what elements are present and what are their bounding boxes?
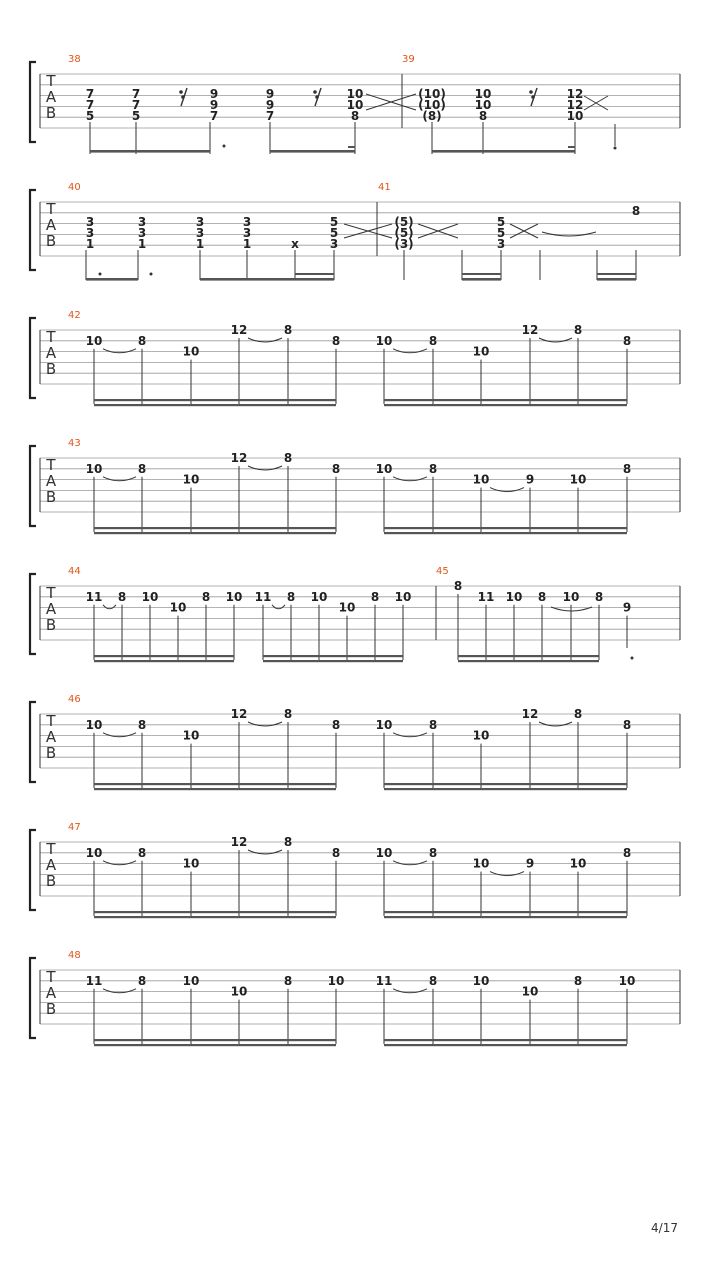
fret-number: 11 (375, 973, 393, 988)
rest-dot (179, 90, 183, 94)
fret-number: 8 (331, 333, 341, 348)
fret-number: 8 (283, 835, 293, 849)
beam-secondary (384, 916, 627, 918)
fret-number: 9 (209, 98, 219, 112)
tab-clef-letter: B (45, 488, 57, 506)
beam-secondary (94, 532, 336, 534)
fret-number: 3 (85, 215, 95, 229)
measure-number: 48 (68, 950, 81, 961)
tab-clef-letter: T (46, 584, 56, 602)
fret-number: 7 (209, 109, 219, 123)
fret-number: 8 (283, 451, 293, 465)
beam (432, 150, 575, 153)
fret-number: 1 (195, 237, 205, 251)
fret-number: 8 (370, 589, 380, 604)
beam (270, 150, 355, 153)
fret-number: 3 (242, 226, 252, 240)
fret-number: 8 (350, 109, 360, 123)
fret-number: 9 (265, 98, 275, 112)
fret-number: 10 (310, 589, 328, 604)
tab-clef-letter: B (45, 872, 57, 890)
beam-secondary (94, 1044, 336, 1046)
fret-number: 3 (195, 215, 205, 229)
beam (384, 1039, 627, 1041)
beam-secondary (462, 273, 501, 275)
fret-number: 12 (566, 87, 584, 101)
beam (384, 783, 627, 785)
fret-number: 8 (594, 589, 604, 604)
fret-number: 10 (521, 984, 539, 999)
fret-number: 12 (230, 323, 248, 337)
fret-number: 12 (230, 835, 248, 849)
fret-number: 10 (472, 973, 490, 988)
slur-tie (248, 850, 282, 854)
fret-number: 10 (169, 600, 187, 615)
fret-number: 10 (394, 589, 412, 604)
fret-number: 3 (242, 215, 252, 229)
fret-number: 10 (569, 472, 587, 487)
fret-number: 8 (573, 323, 583, 337)
measure-number: 39 (402, 54, 415, 65)
fret-number: 8 (283, 323, 293, 337)
slur-tie (490, 872, 524, 876)
fret-number: 10 (472, 856, 490, 871)
chord-tie (510, 224, 538, 238)
beam (94, 783, 336, 785)
tab-clef-letter: T (46, 328, 56, 346)
beam (94, 399, 336, 401)
fret-number: 8 (137, 845, 147, 860)
dead-note: x (291, 237, 299, 251)
fret-number: 10 (375, 461, 393, 476)
fret-number: 3 (137, 215, 147, 229)
fret-number: 10 (85, 717, 103, 732)
fret-number: 8 (428, 461, 438, 476)
fret-number: 9 (622, 600, 632, 615)
fret-number: 8 (478, 109, 488, 123)
fret-number: 10 (182, 856, 200, 871)
duration-dot (614, 147, 617, 150)
fret-number: 8 (201, 589, 211, 604)
chord-tie (344, 224, 392, 238)
fret-number: 1 (137, 237, 147, 251)
staff-bracket (30, 190, 36, 270)
fret-number: 10 (141, 589, 159, 604)
fret-number: 8 (537, 589, 547, 604)
fret-number: 10 (85, 845, 103, 860)
staff-bracket (30, 574, 36, 654)
beam (458, 655, 599, 657)
fret-number: 7 (131, 98, 141, 112)
measure-number: 42 (68, 310, 81, 321)
fret-number: 11 (85, 589, 103, 604)
fret-number: 12 (566, 98, 584, 112)
beam-partial (348, 146, 355, 148)
fret-number: 1 (85, 237, 95, 251)
beam (384, 911, 627, 913)
slur-tie (393, 477, 427, 481)
slur-tie (103, 605, 116, 609)
fret-number: 9 (525, 472, 535, 487)
tab-clef-letter: A (45, 600, 57, 618)
beam-secondary (94, 788, 336, 790)
tab-clef-letter: T (46, 968, 56, 986)
fret-number: 8 (283, 973, 293, 988)
fret-number: 9 (209, 87, 219, 101)
fret-number: 8 (137, 973, 147, 988)
fret-number: 8 (622, 717, 632, 732)
fret-number: 10 (338, 600, 356, 615)
measure-number: 47 (68, 822, 81, 833)
slur-tie (393, 733, 427, 737)
fret-number: 5 (496, 226, 506, 240)
fret-number: 7 (265, 109, 275, 123)
staff-bracket (30, 446, 36, 526)
slur-tie (248, 338, 282, 342)
fret-number: 8 (286, 589, 296, 604)
rest-dot2 (531, 95, 535, 99)
rest-dot2 (181, 95, 185, 99)
fret-number: 10 (85, 461, 103, 476)
fret-number: 10 (182, 973, 200, 988)
tab-clef-letter: B (45, 104, 57, 122)
fret-number: 12 (230, 707, 248, 721)
fret-number: 7 (85, 87, 95, 101)
fret-number: (8) (422, 109, 442, 123)
slur-tie (393, 989, 427, 993)
fret-number: 10 (346, 87, 364, 101)
fret-number: 3 (85, 226, 95, 240)
beam (384, 399, 627, 401)
beam-partial (568, 146, 575, 148)
duration-dot (223, 145, 226, 148)
fret-number: 8 (622, 461, 632, 476)
chord-tie (584, 96, 608, 110)
staff-bracket (30, 62, 36, 142)
beam (86, 278, 138, 281)
fret-number: 8 (453, 579, 463, 593)
tab-clef-letter: A (45, 472, 57, 490)
rest-dot (313, 90, 317, 94)
fret-number: (5) (394, 226, 414, 240)
slur-tie (103, 349, 136, 353)
fret-number: 3 (137, 226, 147, 240)
fret-number: 5 (329, 226, 339, 240)
fret-number: 10 (225, 589, 243, 604)
tab-clef-letter: A (45, 216, 57, 234)
fret-number: 10 (182, 472, 200, 487)
fret-number: 10 (230, 984, 248, 999)
fret-number: (10) (418, 98, 446, 112)
fret-number: 10 (327, 973, 345, 988)
measure-number: 40 (68, 182, 81, 193)
slur-tie (103, 477, 136, 481)
fret-number: 8 (117, 589, 127, 604)
fret-number: 10 (375, 333, 393, 348)
fret-number: 11 (254, 589, 272, 604)
measure-number: 45 (436, 566, 449, 577)
fret-number: 10 (346, 98, 364, 112)
chord-tie (418, 224, 458, 238)
fret-number: 10 (375, 845, 393, 860)
duration-dot (99, 273, 102, 276)
fret-number: 5 (85, 109, 95, 123)
tab-clef-letter: A (45, 856, 57, 874)
tab-clef-letter: T (46, 840, 56, 858)
beam-secondary (384, 404, 627, 406)
chord-tie (366, 94, 416, 110)
slur-tie (103, 733, 136, 737)
fret-number: 12 (230, 451, 248, 465)
beam-secondary (94, 404, 336, 406)
fret-number: 11 (477, 589, 495, 604)
fret-number: 8 (573, 707, 583, 721)
fret-number: 8 (331, 845, 341, 860)
fret-number: 10 (182, 728, 200, 743)
measure-number: 43 (68, 438, 81, 449)
beam (263, 655, 403, 657)
fret-number: 10 (474, 87, 492, 101)
fret-number: 10 (472, 728, 490, 743)
fret-number: 8 (428, 717, 438, 732)
beam-secondary (384, 788, 627, 790)
beam (94, 655, 234, 657)
tab-clef-letter: A (45, 344, 57, 362)
measure-number: 44 (68, 566, 81, 577)
beam (94, 911, 336, 913)
fret-number: 3 (329, 237, 339, 251)
fret-number: 10 (618, 973, 636, 988)
staff-bracket (30, 830, 36, 910)
tab-clef-letter: A (45, 88, 57, 106)
tab-clef-letter: A (45, 728, 57, 746)
tab-clef-letter: B (45, 744, 57, 762)
fret-number: 10 (474, 98, 492, 112)
fret-number: 10 (566, 109, 584, 123)
beam-secondary (94, 916, 336, 918)
fret-number: 10 (85, 333, 103, 348)
measure-number: 38 (68, 54, 81, 65)
measure-number: 46 (68, 694, 81, 705)
fret-number: 3 (496, 237, 506, 251)
fret-number: 8 (622, 333, 632, 348)
fret-number: 8 (631, 204, 641, 218)
duration-dot (150, 273, 153, 276)
fret-number: 10 (505, 589, 523, 604)
fret-number: 10 (569, 856, 587, 871)
fret-number: 8 (622, 845, 632, 860)
fret-number: (5) (394, 215, 414, 229)
beam (94, 1039, 336, 1041)
measure-number: 41 (378, 182, 391, 193)
staff-bracket (30, 958, 36, 1038)
rest-dot2 (315, 95, 319, 99)
tab-clef-letter: B (45, 360, 57, 378)
beam-secondary (94, 660, 234, 662)
fret-number: 8 (573, 973, 583, 988)
beam-secondary (597, 273, 636, 275)
beam (200, 278, 334, 281)
fret-number: 8 (331, 461, 341, 476)
fret-number: 7 (131, 87, 141, 101)
fret-number: 5 (131, 109, 141, 123)
slur-tie (393, 349, 427, 353)
beam (384, 527, 627, 529)
fret-number: 11 (85, 973, 103, 988)
fret-number: 10 (472, 344, 490, 359)
beam-secondary (384, 1044, 627, 1046)
slur-tie (248, 466, 282, 470)
rest-dot (529, 90, 533, 94)
fret-number: 12 (521, 323, 539, 337)
beam-secondary (458, 660, 599, 662)
tab-clef-letter: B (45, 1000, 57, 1018)
fret-number: 8 (137, 461, 147, 476)
fret-number: 1 (242, 237, 252, 251)
tab-clef-letter: T (46, 712, 56, 730)
tab-clef-letter: T (46, 72, 56, 90)
staff-bracket (30, 318, 36, 398)
beam-secondary (263, 660, 403, 662)
beam-secondary (295, 273, 334, 275)
slur-tie (539, 722, 572, 726)
fret-number: 8 (137, 717, 147, 732)
tab-clef-letter: T (46, 456, 56, 474)
fret-number: 9 (265, 87, 275, 101)
beam (597, 278, 636, 281)
tab-clef-letter: B (45, 232, 57, 250)
duration-dot (631, 657, 634, 660)
page-number: 4/17 (651, 1221, 678, 1235)
slur-tie (490, 488, 524, 492)
fret-number: 10 (375, 717, 393, 732)
fret-number: 10 (182, 344, 200, 359)
fret-number: 12 (521, 707, 539, 721)
fret-number: 8 (428, 973, 438, 988)
fret-number: 5 (496, 215, 506, 229)
staff-bracket (30, 702, 36, 782)
slur-tie (393, 861, 427, 865)
fret-number: 3 (195, 226, 205, 240)
beam (94, 527, 336, 529)
beam-secondary (384, 532, 627, 534)
fret-number: 9 (525, 856, 535, 871)
tab-clef-letter: T (46, 200, 56, 218)
beam (90, 150, 210, 153)
beam (462, 278, 501, 281)
fret-number: 8 (428, 845, 438, 860)
slur-tie (248, 722, 282, 726)
fret-number: 8 (283, 707, 293, 721)
fret-number: 10 (472, 472, 490, 487)
fret-number: 7 (85, 98, 95, 112)
slur-tie (272, 605, 285, 609)
tab-clef-letter: B (45, 616, 57, 634)
tab-clef-letter: A (45, 984, 57, 1002)
fret-number: 10 (562, 589, 580, 604)
fret-number: 8 (137, 333, 147, 348)
fret-number: 8 (428, 333, 438, 348)
fret-number: (10) (418, 87, 446, 101)
fret-number: 8 (331, 717, 341, 732)
slur-tie (103, 989, 136, 993)
slur-tie (103, 861, 136, 865)
slur-tie (539, 338, 572, 342)
fret-number: 5 (329, 215, 339, 229)
fret-number: (3) (394, 237, 414, 251)
